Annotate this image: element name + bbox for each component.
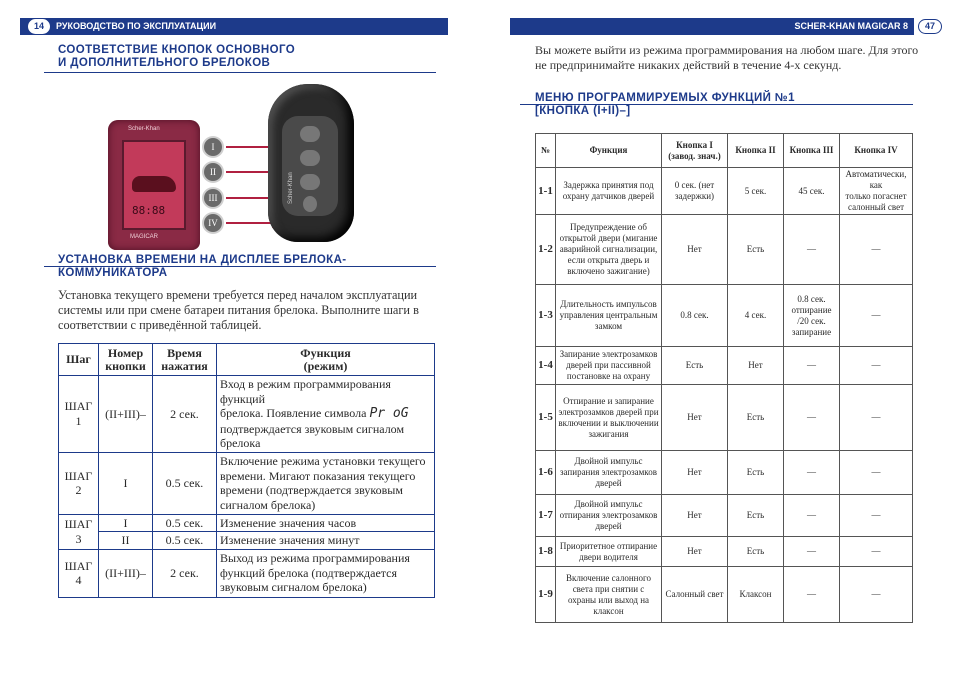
k2-cell xyxy=(728,537,784,567)
k3-cell-line: — xyxy=(807,244,816,254)
k4-cell-line: только погаснет xyxy=(845,191,907,201)
k3-cell-line: — xyxy=(807,589,816,599)
table-row xyxy=(536,495,913,537)
function-cell-line: постановке на охрану xyxy=(566,371,651,381)
left-page-number: 14 xyxy=(28,19,50,34)
function-cell-line: дверей при пассивной xyxy=(566,360,651,370)
menu-functions-table xyxy=(535,133,913,623)
k1-cell-line: Нет xyxy=(687,467,702,477)
header-function-line1: Функция xyxy=(300,345,351,360)
right-section-rule xyxy=(520,104,913,105)
k1-cell xyxy=(662,347,728,385)
main-fob-screen xyxy=(122,140,186,230)
time-setup-table xyxy=(58,343,435,598)
k4-cell-line: салонный свет xyxy=(847,202,905,212)
k4-cell-line: Автоматически, как xyxy=(845,169,907,190)
row-number-cell: 1-1 xyxy=(536,168,556,215)
header-k1-line2: (завод. знач.) xyxy=(668,150,721,161)
k1-cell xyxy=(662,215,728,285)
table-row xyxy=(59,376,435,453)
time-cell: 2 сек. xyxy=(153,549,217,597)
row-number-cell: 1-3 xyxy=(536,285,556,347)
k2-cell-line: Есть xyxy=(746,412,765,422)
function-line: Выход из режима программирования xyxy=(220,551,410,566)
button-iv-icon: IV xyxy=(204,214,222,232)
table-row xyxy=(536,168,913,215)
k2-cell xyxy=(728,168,784,215)
k1-cell xyxy=(662,567,728,623)
function-cell-line: Включение салонного xyxy=(566,572,651,583)
k3-cell-line: отпирание xyxy=(791,304,832,315)
k1-cell-line: Нет xyxy=(687,244,702,254)
function-cell-line: отпирания электрозамков xyxy=(559,510,658,520)
k1-cell-line: 0 сек. (нет xyxy=(674,180,715,190)
step-cell: ШАГ 2 xyxy=(59,452,99,514)
header-k3: Кнопка III xyxy=(784,134,840,168)
step-cell: ШАГ 4 xyxy=(59,549,99,597)
function-cell: Изменение значения часов xyxy=(217,514,435,532)
function-cell-line: электрозамков дверей при xyxy=(558,406,659,417)
k4-cell-line: — xyxy=(871,360,881,370)
arrow-right-icon xyxy=(226,171,274,173)
k4-cell-line: — xyxy=(871,546,881,556)
function-cell-line: включено зажигание) xyxy=(567,266,650,276)
function-cell-line: охраны или выход на xyxy=(567,594,650,605)
k1-cell xyxy=(662,168,728,215)
step-cell: ШАГ 3 xyxy=(59,514,99,549)
table-row xyxy=(59,452,435,514)
header-k4: Кнопка IV xyxy=(840,134,913,168)
k2-cell-line: 5 сек. xyxy=(744,185,767,196)
k1-cell xyxy=(662,495,728,537)
table-row xyxy=(536,347,913,385)
k2-cell-line: 4 сек. xyxy=(744,310,767,320)
function-cell xyxy=(556,168,662,215)
function-cell-line: запирания электрозамков xyxy=(560,467,657,477)
k2-cell-line: Нет xyxy=(748,360,763,370)
right-page-header xyxy=(510,18,914,35)
function-cell-line: замком xyxy=(594,321,623,331)
button-ii-icon: II xyxy=(204,163,222,181)
table-row xyxy=(536,451,913,495)
extra-fob xyxy=(268,84,354,242)
main-fob-brand: Scher-Khan xyxy=(128,126,160,132)
right-page-number: 47 xyxy=(918,19,942,34)
function-cell-line: света при снятии с xyxy=(572,583,645,594)
table-row xyxy=(536,385,913,451)
left-intro-line1: Установка текущего времени требуется перед началом эксплуатации xyxy=(58,288,418,302)
function-line: Включение режима установки текущего xyxy=(220,454,426,468)
k2-cell-line: Есть xyxy=(746,467,765,477)
function-line: функций брелока (подтверждается xyxy=(220,565,398,580)
k3-cell-line: — xyxy=(807,510,816,520)
k2-cell xyxy=(728,347,784,385)
row-number-cell: 1-2 xyxy=(536,215,556,285)
k1-cell-line: Нет xyxy=(687,510,702,520)
function-cell-line: зажигания xyxy=(588,428,629,439)
time-cell: 2 сек. xyxy=(153,376,217,453)
function-cell-line: Запирание электрозамков xyxy=(559,349,658,359)
button-cell: I xyxy=(99,452,153,514)
k4-cell xyxy=(840,495,913,537)
function-cell xyxy=(556,495,662,537)
step-cell: ШАГ 1 xyxy=(59,376,99,453)
button-cell: (II+III)– xyxy=(99,549,153,597)
k4-cell-line: — xyxy=(871,412,881,422)
k3-cell-line: запирание xyxy=(791,326,832,337)
function-cell-line: аварийной сигнализации, xyxy=(559,244,658,254)
k2-cell-line: Клаксон xyxy=(739,589,772,599)
function-cell-line: включении и выключении xyxy=(558,417,659,428)
k1-cell-line: Салонный свет xyxy=(665,589,724,599)
table-row xyxy=(536,285,913,347)
row-number-cell: 1-9 xyxy=(536,567,556,623)
left-intro-line2: системы или при смене батареи питания брелока. Выполните шаги в xyxy=(58,303,419,317)
k3-cell-line: — xyxy=(807,546,816,556)
right-intro-paragraph xyxy=(535,43,918,73)
function-cell xyxy=(556,567,662,623)
function-cell-line: Двойной импульс xyxy=(574,456,643,466)
trunk-key-icon xyxy=(300,174,320,190)
k4-cell-line: — xyxy=(871,244,881,254)
k3-cell-line: 45 сек. xyxy=(798,185,825,196)
main-fob-digits: 88:88 xyxy=(132,204,166,217)
row-number-cell: 1-6 xyxy=(536,451,556,495)
section2-rule xyxy=(44,266,436,267)
header-time-line1: Время xyxy=(167,345,202,360)
header-time-line2: нажатия xyxy=(161,358,208,373)
k1-cell xyxy=(662,285,728,347)
k3-cell-line: /20 сек. xyxy=(797,315,826,326)
k4-cell xyxy=(840,385,913,451)
car-icon xyxy=(132,176,176,192)
menu-table-body xyxy=(536,168,913,623)
arrow-right-icon xyxy=(226,222,274,224)
k3-cell xyxy=(784,537,840,567)
k4-cell xyxy=(840,168,913,215)
function-text: брелока. Появление символа xyxy=(220,406,367,420)
function-cell-line: клаксон xyxy=(593,605,624,616)
prog-symbol: Pr oG xyxy=(369,406,409,421)
header-num: № xyxy=(536,134,556,168)
function-cell-line: Задержка принятия под xyxy=(563,180,654,190)
main-fob-label: MAGICAR xyxy=(130,234,159,240)
function-cell-line: Отпирание и запирание xyxy=(563,395,654,406)
k2-cell xyxy=(728,495,784,537)
function-cell xyxy=(556,347,662,385)
button-cell: II xyxy=(99,532,153,550)
function-line: подтверждается звуковым сигналом брелока xyxy=(220,421,405,450)
main-fob xyxy=(108,120,200,250)
k4-cell-line: — xyxy=(871,510,881,520)
function-cell-line: открытой двери (мигание xyxy=(559,233,658,243)
lock-key-icon xyxy=(300,126,320,142)
k3-cell xyxy=(784,567,840,623)
left-page-header xyxy=(20,18,448,35)
k2-cell xyxy=(728,215,784,285)
k2-cell xyxy=(728,567,784,623)
section2-title-line1: УСТАНОВКА ВРЕМЕНИ НА ДИСПЛЕЕ БРЕЛОКА- xyxy=(58,254,347,266)
header-time xyxy=(153,344,217,376)
function-line: времени. Мигают показания текущего xyxy=(220,468,416,483)
unlock-key-icon xyxy=(300,150,320,166)
arrow-right-icon xyxy=(226,197,274,199)
k4-cell-line: — xyxy=(871,310,881,320)
function-cell xyxy=(217,452,435,514)
k2-cell-line: Есть xyxy=(746,244,765,254)
function-cell xyxy=(217,549,435,597)
right-intro-line2: не предпринимайте никаких действий в течение 4-х секунд. xyxy=(535,58,842,72)
function-cell-line: дверей xyxy=(595,478,622,488)
function-cell-line: если открыта дверь и xyxy=(567,255,650,265)
header-button xyxy=(99,344,153,376)
k3-cell-line: — xyxy=(807,467,816,477)
function-cell xyxy=(556,385,662,451)
extra-fob-brand: Scher-Khan xyxy=(288,172,294,204)
section1-rule xyxy=(44,72,436,73)
header-function-line2: (режим) xyxy=(303,358,348,373)
k1-cell xyxy=(662,451,728,495)
arrow-right-icon xyxy=(226,146,274,148)
row-number-cell: 1-8 xyxy=(536,537,556,567)
k4-cell xyxy=(840,567,913,623)
header-button-line1: Номер xyxy=(107,345,144,360)
k1-cell-line: задержки) xyxy=(674,191,715,201)
header-function xyxy=(217,344,435,376)
k2-cell-line: Есть xyxy=(746,510,765,520)
k3-cell xyxy=(784,495,840,537)
round-key-icon xyxy=(303,196,317,212)
header-step: Шаг xyxy=(59,344,99,376)
table-row xyxy=(536,215,913,285)
k1-cell-line: 0.8 сек. xyxy=(680,310,709,320)
function-cell xyxy=(217,376,435,453)
k4-cell xyxy=(840,215,913,285)
function-cell: Изменение значения минут xyxy=(217,532,435,550)
function-cell-line: Длительность импульсов xyxy=(560,299,657,309)
k1-cell xyxy=(662,537,728,567)
section2-title-line2: КОММУНИКАТОРА xyxy=(58,267,168,279)
table-row xyxy=(536,567,913,623)
left-intro-line3: соответствии с приведённой таблицей. xyxy=(58,318,262,332)
k4-cell xyxy=(840,347,913,385)
k3-cell xyxy=(784,385,840,451)
function-cell-line: управления центральным xyxy=(559,310,658,320)
table-row xyxy=(536,537,913,567)
function-line: времени (подтверждается звуковым xyxy=(220,483,403,497)
section2-title xyxy=(58,254,347,280)
function-cell xyxy=(556,285,662,347)
k4-cell xyxy=(840,451,913,495)
button-cell: (II+III)– xyxy=(99,376,153,453)
k2-cell xyxy=(728,285,784,347)
table-row xyxy=(59,514,435,532)
section1-title xyxy=(58,44,295,70)
row-number-cell: 1-5 xyxy=(536,385,556,451)
function-cell xyxy=(556,215,662,285)
header-k1 xyxy=(662,134,728,168)
table-row xyxy=(59,549,435,597)
button-cell: I xyxy=(99,514,153,532)
k3-cell xyxy=(784,168,840,215)
row-number-cell: 1-4 xyxy=(536,347,556,385)
time-cell: 0.5 сек. xyxy=(153,514,217,532)
header-button-line2: кнопки xyxy=(105,358,146,373)
button-i-icon: I xyxy=(204,138,222,156)
table-header-row xyxy=(536,134,913,168)
function-cell-line: Предупреждение об xyxy=(569,222,647,232)
time-cell: 0.5 сек. xyxy=(153,532,217,550)
table-row xyxy=(59,532,435,550)
function-cell xyxy=(556,451,662,495)
row-number-cell: 1-7 xyxy=(536,495,556,537)
right-header-title: SCHER-KHAN MAGICAR 8 xyxy=(794,21,908,31)
right-intro-line1: Вы можете выйти из режима программирования на любом шаге. Для этого xyxy=(535,43,919,57)
function-cell-line: Двойной импульс xyxy=(574,499,643,509)
k4-cell-line: — xyxy=(871,467,881,477)
function-line: звуковым сигналом брелока) xyxy=(220,580,367,595)
k1-cell xyxy=(662,385,728,451)
left-intro-paragraph xyxy=(58,288,419,333)
k3-cell-line: — xyxy=(807,360,816,370)
function-line: Вход в режим программирования функций xyxy=(220,377,391,406)
k3-cell xyxy=(784,215,840,285)
k2-cell xyxy=(728,385,784,451)
header-k2: Кнопка II xyxy=(728,134,784,168)
k4-cell xyxy=(840,285,913,347)
k3-cell-line: 0.8 сек. xyxy=(797,293,826,304)
k1-cell-line: Нет xyxy=(687,412,702,422)
function-cell-line: Приоритетное отпирание xyxy=(559,540,658,551)
button-iii-icon: III xyxy=(204,189,222,207)
function-line xyxy=(220,406,431,422)
header-k1-line1: Кнопка I xyxy=(676,139,713,150)
section1-title-line1: СООТВЕТСТВИЕ КНОПОК ОСНОВНОГО xyxy=(58,44,296,56)
right-section-title xyxy=(535,92,795,118)
function-cell xyxy=(556,537,662,567)
k3-cell-line: — xyxy=(807,412,816,422)
header-function: Функция xyxy=(556,134,662,168)
function-cell-line: двери водителя xyxy=(579,551,638,562)
left-header-title: РУКОВОДСТВО ПО ЭКСПЛУАТАЦИИ xyxy=(56,21,217,31)
function-cell-line: дверей xyxy=(595,521,622,531)
k3-cell xyxy=(784,347,840,385)
k1-cell-line: Есть xyxy=(685,360,704,370)
k2-cell-line: Есть xyxy=(746,546,765,556)
k4-cell-line: — xyxy=(871,589,881,599)
function-line: сигналом брелока) xyxy=(220,497,316,512)
right-section-title-line2: [КНОПКА (I+II)–] xyxy=(535,105,631,117)
k4-cell xyxy=(840,537,913,567)
k1-cell-line: Нет xyxy=(687,546,702,556)
k2-cell xyxy=(728,451,784,495)
table-header-row xyxy=(59,344,435,376)
k3-cell xyxy=(784,285,840,347)
time-cell: 0.5 сек. xyxy=(153,452,217,514)
section1-title-line2: И ДОПОЛНИТЕЛЬНОГО БРЕЛОКОВ xyxy=(58,57,271,69)
k3-cell xyxy=(784,451,840,495)
function-cell-line: охрану датчиков дверей xyxy=(562,191,655,201)
right-section-title-line1: МЕНЮ ПРОГРАММИРУЕМЫХ ФУНКЦИЙ №1 xyxy=(535,92,795,104)
